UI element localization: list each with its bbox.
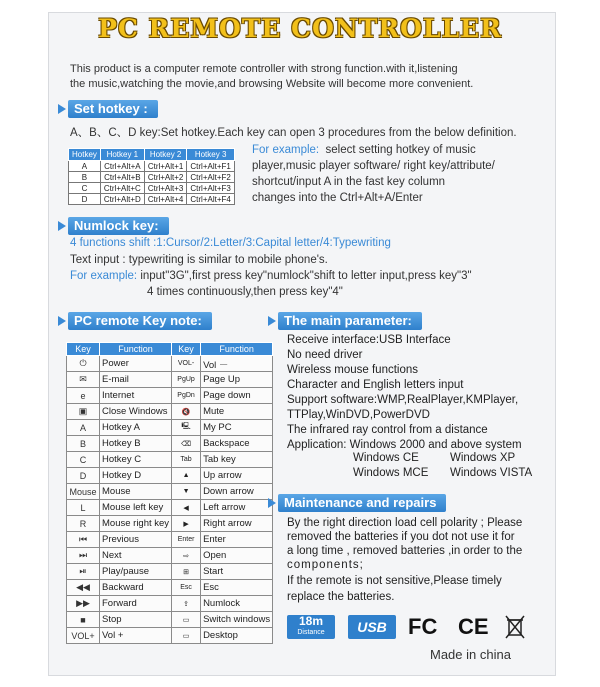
section-bullet-icon — [58, 316, 66, 326]
function-label: Desktop — [201, 628, 273, 644]
key-icon: PgDn — [172, 388, 201, 404]
function-label: Power — [100, 356, 172, 372]
parameter-line: The infrared ray control from a distance — [287, 424, 488, 436]
example-line: select setting hotkey of music — [325, 144, 476, 156]
hotkey-row — [69, 161, 235, 172]
example-label: For example: — [70, 270, 138, 282]
key-icon: ▶▶ — [67, 596, 100, 612]
function-label: Mute — [201, 404, 273, 420]
key-icon: ⊞ — [172, 564, 201, 580]
function-label: Esc — [201, 580, 273, 596]
usb-logo: USB — [348, 615, 396, 639]
intro-line: the music,watching the movie,and browsing Website will become more convenient. — [70, 78, 474, 90]
function-label: Mouse right key — [100, 516, 172, 532]
key-icon: PgUp — [172, 372, 201, 388]
os-item: Windows CE — [353, 452, 419, 464]
function-label: Backward — [100, 580, 172, 596]
page-title: PC REMOTE CONTROLLER — [98, 14, 502, 43]
table-row — [67, 420, 273, 436]
key-icon: VOL- — [172, 356, 201, 372]
function-label: Internet — [100, 388, 172, 404]
hotkey-row — [69, 172, 235, 183]
key-icon: ⌫ — [172, 436, 201, 452]
table-row — [67, 388, 273, 404]
hotkey-cell: Ctrl+Alt+F2 — [187, 172, 234, 183]
hotkey-table — [68, 148, 235, 205]
maintenance-line: a long time , removed batteries ,in order to the — [287, 545, 523, 557]
key-icon: ⏮ — [67, 532, 100, 548]
function-label: Hotkey B — [100, 436, 172, 452]
hotkey-example — [252, 142, 495, 206]
hotkey-cell: A — [69, 161, 101, 172]
intro-line: This product is a computer remote controller with strong function.with it,listening — [70, 63, 458, 75]
function-label: Page down — [201, 388, 273, 404]
os-item: Windows VISTA — [450, 467, 533, 479]
hotkey-col: Hotkey 1 — [100, 149, 144, 161]
hotkey-cell: Ctrl+Alt+B — [100, 172, 144, 183]
section-bullet-icon — [268, 316, 276, 326]
table-row — [67, 548, 273, 564]
hotkey-cell: Ctrl+Alt+2 — [144, 172, 187, 183]
made-in-label: Made in china — [430, 647, 511, 662]
key-icon: ✉ — [67, 372, 100, 388]
table-row — [67, 372, 273, 388]
key-icon: R — [67, 516, 100, 532]
hotkey-cell: Ctrl+Alt+4 — [144, 194, 187, 205]
hotkey-row — [69, 183, 235, 194]
section-header-params: The main parameter: — [278, 312, 422, 330]
table-row — [67, 580, 273, 596]
key-icon: ⏻ — [67, 356, 100, 372]
key-icon: ⏯ — [67, 564, 100, 580]
section-bullet-icon — [58, 104, 66, 114]
key-icon: ▣ — [67, 404, 100, 420]
function-label: Backspace — [201, 436, 273, 452]
os-item: Windows XP — [450, 452, 516, 464]
keynote-col: Key — [172, 343, 201, 356]
numlock-example — [70, 270, 472, 282]
function-label: Forward — [100, 596, 172, 612]
function-label: Vol － — [201, 356, 273, 372]
key-icon: ◀ — [172, 500, 201, 516]
table-row — [67, 564, 273, 580]
key-icon: D — [67, 468, 100, 484]
function-label: Play/pause — [100, 564, 172, 580]
parameter-line: No need driver — [287, 349, 363, 361]
keynote-col: Function — [100, 343, 172, 356]
key-icon: ⏭ — [67, 548, 100, 564]
distance-value: 18m — [298, 614, 324, 628]
function-label: Enter — [201, 532, 273, 548]
hotkey-cell: Ctrl+Alt+D — [100, 194, 144, 205]
key-icon: B — [67, 436, 100, 452]
key-icon: ⇨ — [172, 548, 201, 564]
key-icon: 🔇 — [172, 404, 201, 420]
maintenance-line: removed the batteries if you dot not use it for — [287, 531, 515, 543]
key-icon: Tab — [172, 452, 201, 468]
parameter-line: Character and English letters input — [287, 379, 464, 391]
maintenance-line: By the right direction load cell polarity ; Please — [287, 517, 523, 529]
hotkey-cell: Ctrl+Alt+A — [100, 161, 144, 172]
table-row — [67, 596, 273, 612]
function-label: Right arrow — [201, 516, 273, 532]
function-label: Next — [100, 548, 172, 564]
table-row — [67, 500, 273, 516]
key-icon: 🖳 — [172, 420, 201, 436]
table-row — [67, 356, 273, 372]
key-icon: ■ — [67, 612, 100, 628]
function-label: Previous — [100, 532, 172, 548]
hotkey-col: Hotkey 3 — [187, 149, 234, 161]
function-label: Stop — [100, 612, 172, 628]
example-line: changes into the Ctrl+Alt+A/Enter — [252, 192, 423, 204]
hotkey-cell: B — [69, 172, 101, 183]
table-row — [67, 484, 273, 500]
key-icon: e — [67, 388, 100, 404]
hotkey-cell: Ctrl+Alt+1 — [144, 161, 187, 172]
example-line: shortcut/input A in the fast key column — [252, 176, 446, 188]
table-row — [67, 452, 273, 468]
table-row — [67, 404, 273, 420]
table-row — [67, 468, 273, 484]
key-icon: L — [67, 500, 100, 516]
key-icon: A — [67, 420, 100, 436]
function-label: Down arrow — [201, 484, 273, 500]
hotkey-cell: Ctrl+Alt+F3 — [187, 183, 234, 194]
key-note-table — [66, 342, 273, 644]
key-icon: VOL+ — [67, 628, 100, 644]
function-label: E-mail — [100, 372, 172, 388]
function-label: My PC — [201, 420, 273, 436]
weee-bin-icon — [505, 615, 525, 639]
key-icon: ⇪ — [172, 596, 201, 612]
key-icon: ▭ — [172, 612, 201, 628]
maintenance-line: replace the batteries. — [287, 591, 395, 603]
function-label: Vol + — [100, 628, 172, 644]
function-label: Left arrow — [201, 500, 273, 516]
numlock-text-input: Text input : typewriting is similar to mobile phone's. — [70, 254, 328, 266]
key-icon: C — [67, 452, 100, 468]
hotkey-col: Hotkey 2 — [144, 149, 187, 161]
hotkey-row — [69, 194, 235, 205]
distance-logo — [287, 615, 335, 639]
hotkey-cell: Ctrl+Alt+F1 — [187, 161, 234, 172]
function-label: Open — [201, 548, 273, 564]
key-icon: ▲ — [172, 468, 201, 484]
function-label: Switch windows — [201, 612, 273, 628]
hotkey-description: A、B、C、D key:Set hotkey.Each key can open 3 procedures from the below definition. — [70, 127, 517, 139]
table-row — [67, 628, 273, 644]
parameter-line: Wireless mouse functions — [287, 364, 419, 376]
keynote-col: Key — [67, 343, 100, 356]
key-icon: ▭ — [172, 628, 201, 644]
section-header-keynote: PC remote Key note: — [68, 312, 212, 330]
function-label: Page Up — [201, 372, 273, 388]
numlock-functions: 4 functions shift :1:Cursor/2:Letter/3:Capital letter/4:Typewriting — [70, 237, 391, 249]
function-label: Tab key — [201, 452, 273, 468]
maintenance-line: If the remote is not sensitive,Please timely — [287, 575, 502, 587]
section-header-numlock: Numlock key: — [68, 217, 169, 235]
table-row — [67, 436, 273, 452]
section-bullet-icon — [268, 498, 276, 508]
function-label: Up arrow — [201, 468, 273, 484]
fcc-logo: FC — [408, 614, 438, 639]
parameter-line: Receive interface:USB Interface — [287, 334, 451, 346]
parameter-line: TTPlay,WinDVD,PowerDVD — [287, 409, 430, 421]
key-icon: ▼ — [172, 484, 201, 500]
parameter-line: Support software:WMP,RealPlayer,KMPlayer, — [287, 394, 519, 406]
table-row — [67, 516, 273, 532]
keynote-col: Function — [201, 343, 273, 356]
function-label: Start — [201, 564, 273, 580]
function-label: Hotkey C — [100, 452, 172, 468]
function-label: Numlock — [201, 596, 273, 612]
hotkey-cell: C — [69, 183, 101, 194]
key-icon: Mouse — [67, 484, 100, 500]
parameter-line: Application: Windows 2000 and above system — [287, 439, 522, 451]
function-label: Hotkey D — [100, 468, 172, 484]
intro-text — [70, 62, 550, 92]
maintenance-line: components; — [287, 559, 364, 571]
hotkey-col: Hotkey — [69, 149, 101, 161]
example-line: player,music player software/ right key/attribute/ — [252, 160, 495, 172]
key-icon: ◀◀ — [67, 580, 100, 596]
hotkey-cell: D — [69, 194, 101, 205]
hotkey-cell: Ctrl+Alt+3 — [144, 183, 187, 194]
function-label: Mouse left key — [100, 500, 172, 516]
key-icon: Enter — [172, 532, 201, 548]
key-icon: Esc — [172, 580, 201, 596]
os-item: Windows MCE — [353, 467, 429, 479]
function-label: Hotkey A — [100, 420, 172, 436]
section-bullet-icon — [58, 221, 66, 231]
key-icon: ▶ — [172, 516, 201, 532]
section-header-maintenance: Maintenance and repairs — [278, 494, 446, 512]
distance-label: Distance — [297, 629, 325, 636]
table-row — [67, 612, 273, 628]
function-label: Mouse — [100, 484, 172, 500]
ce-logo: CE — [458, 614, 489, 639]
example-line: input"3G",first press key"numlock"shift to letter input,press key"3" — [140, 270, 472, 282]
section-header-hotkey: Set hotkey : — [68, 100, 158, 118]
example-label: For example: — [252, 144, 320, 156]
table-row — [67, 532, 273, 548]
function-label: Close Windows — [100, 404, 172, 420]
example-line: 4 times continuously,then press key"4" — [147, 286, 343, 298]
hotkey-cell: Ctrl+Alt+F4 — [187, 194, 234, 205]
hotkey-cell: Ctrl+Alt+C — [100, 183, 144, 194]
